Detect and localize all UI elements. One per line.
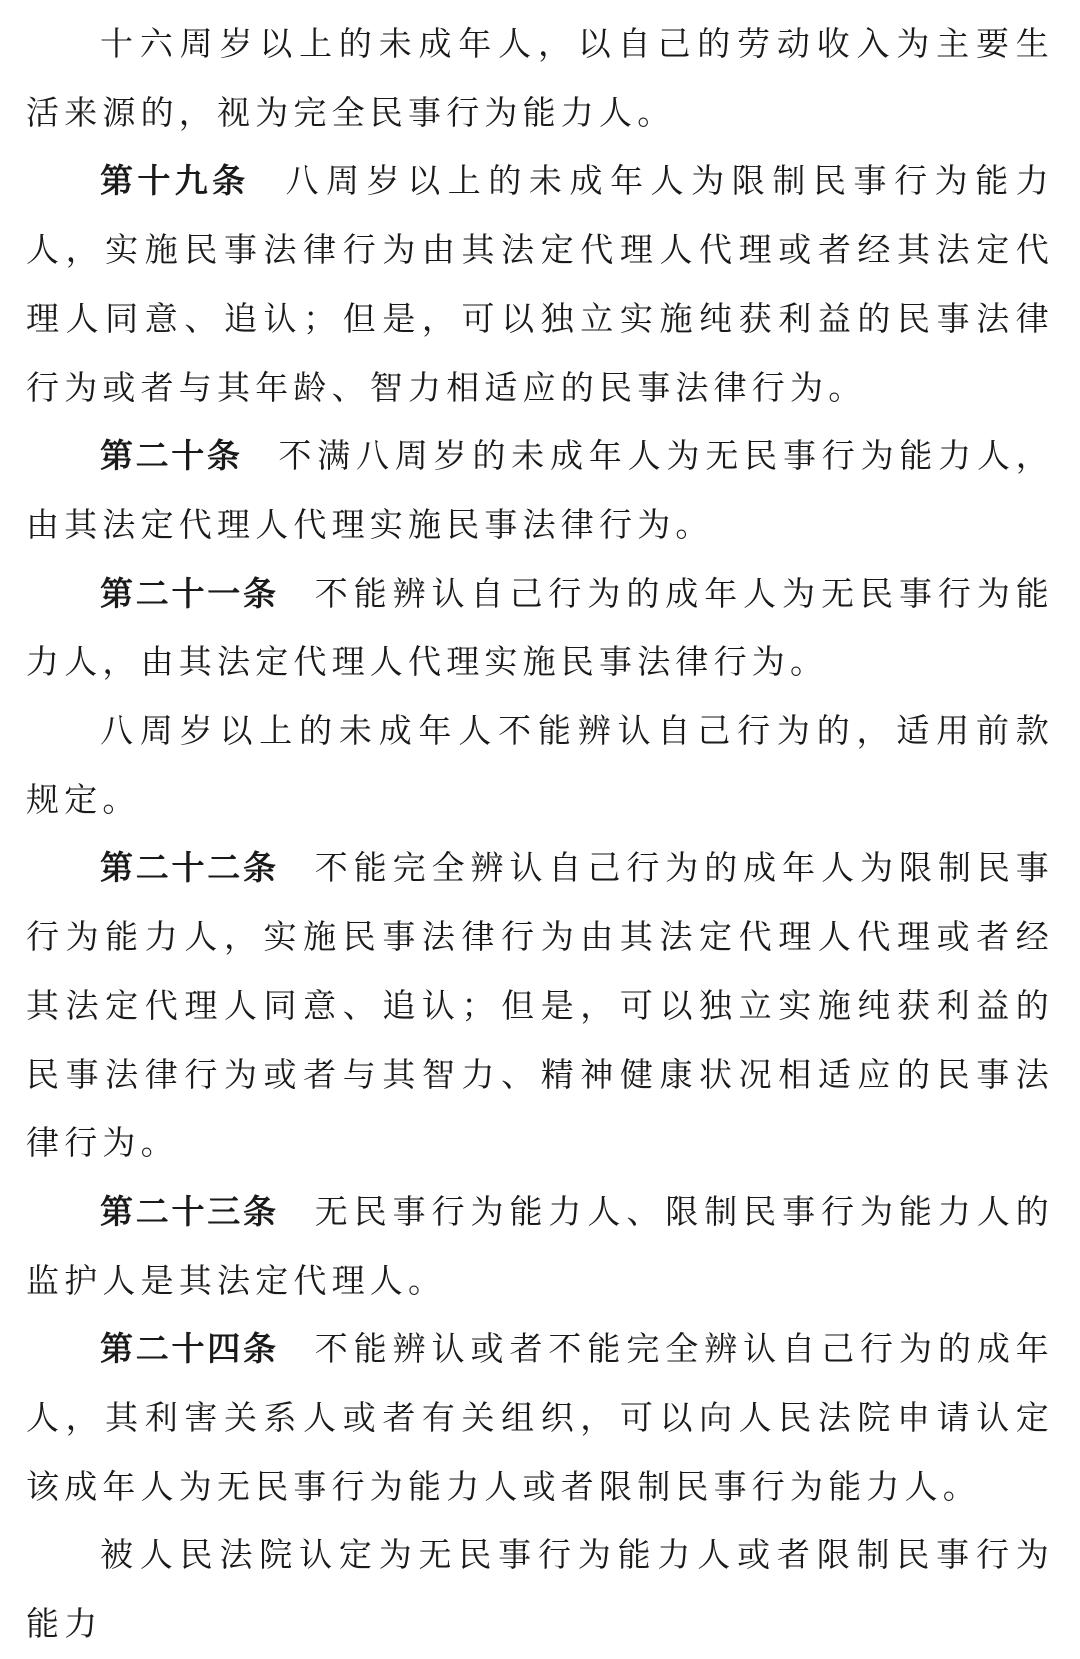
paragraph-text: 不能辨认自己行为的成年人为无民事行为能力人，由其法定代理人代理实施民事法律行为。 <box>26 573 1055 682</box>
paragraph-text: 八周岁以上的未成年人为限制民事行为能力人，实施民事法律行为由其法定代理人代理或者经其法定代理人同意、追认；但是，可以独立实施纯获利益的民事法律行为或者与其年龄、智力相适应的民事法律行为。 <box>26 161 1054 407</box>
paragraph <box>26 560 1054 697</box>
paragraph-text: 不满八周岁的未成年人为无民事行为能力人，由其法定代理人代理实施民事法律行为。 <box>26 436 1055 544</box>
paragraph-text: 无民事行为能力人、限制民事行为能力人的监护人是其法定代理人。 <box>26 1191 1055 1300</box>
paragraph <box>26 147 1054 422</box>
paragraph <box>26 1315 1054 1521</box>
paragraph <box>26 1178 1054 1315</box>
paragraph <box>26 1521 1054 1658</box>
article-number: 第二十三条 <box>100 1191 279 1231</box>
article-number: 第二十条 <box>100 436 243 476</box>
paragraph-text: 不能辨认或者不能完全辨认自己行为的成年人，其利害关系人或者有关组织，可以向人民法院申请认定该成年人为无民事行为能力人或者限制民事行为能力人。 <box>26 1329 1055 1506</box>
article-number: 第二十一条 <box>100 573 279 613</box>
article-number: 第十九条 <box>100 161 250 201</box>
paragraph-text: 八周岁以上的未成年人不能辨认自己行为的，适用前款规定。 <box>26 711 1054 819</box>
paragraph-text: 十六周岁以上的未成年人，以自己的劳动收入为主要生活来源的，视为完全民事行为能力人。 <box>26 24 1054 132</box>
paragraph <box>26 10 1054 147</box>
paragraph <box>26 422 1054 559</box>
paragraph <box>26 697 1054 834</box>
article-number: 第二十四条 <box>100 1329 279 1369</box>
document-page <box>26 10 1054 1659</box>
paragraph <box>26 834 1054 1178</box>
paragraph-text: 不能完全辨认自己行为的成年人为限制民事行为能力人，实施民事法律行为由其法定代理人代理或者经其法定代理人同意、追认；但是，可以独立实施纯获利益的民事法律行为或者与其智力、精神健康状况相适应的民事法律行为。 <box>26 848 1055 1163</box>
article-number: 第二十二条 <box>100 848 279 888</box>
paragraph-text: 被人民法院认定为无民事行为能力人或者限制民事行为能力 <box>26 1535 1054 1644</box>
